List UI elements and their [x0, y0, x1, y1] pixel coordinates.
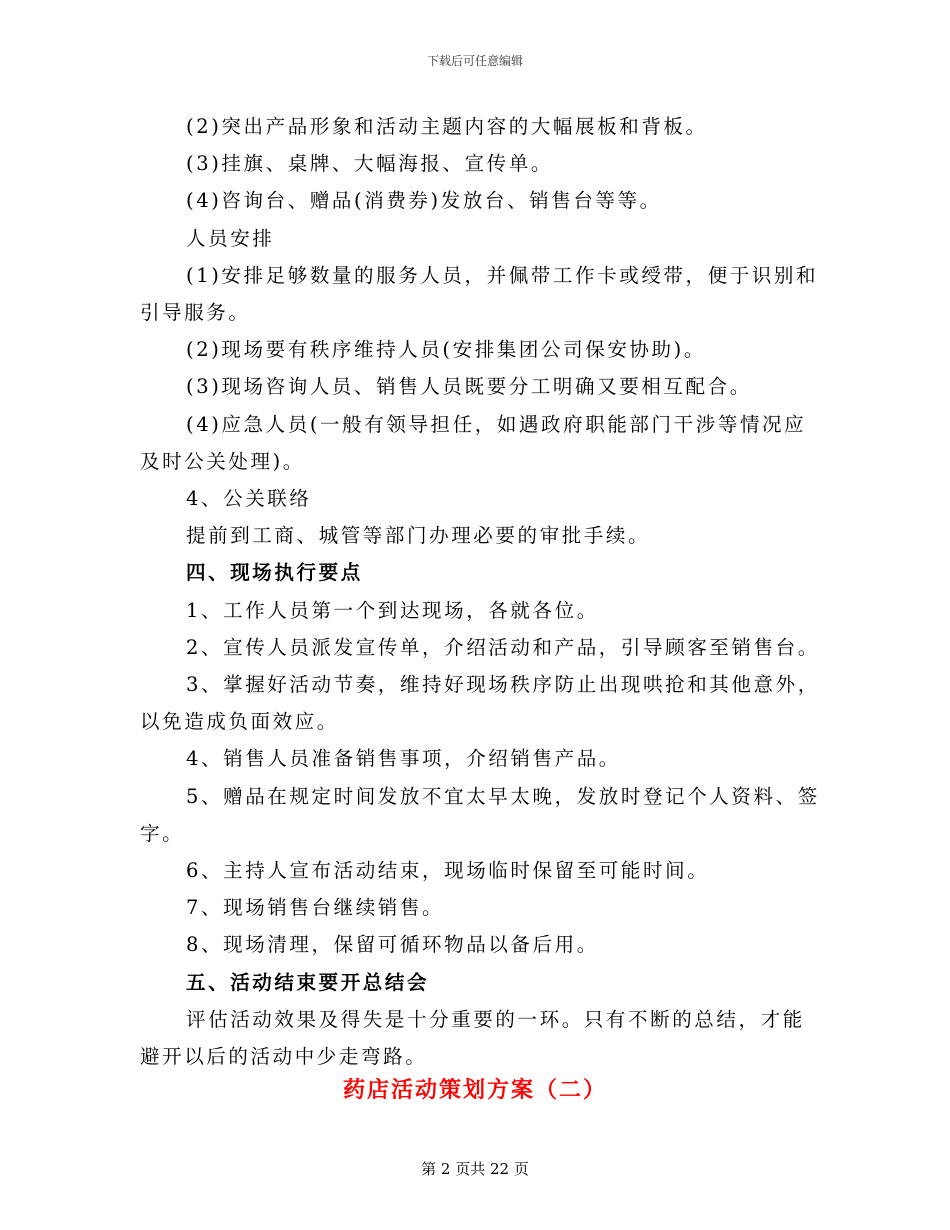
body-line: 1、工作人员第一个到达现场，各就各位。 [186, 598, 599, 622]
body-line: 7、现场销售台继续销售。 [186, 896, 445, 920]
body-line: 4、公关联络 [186, 487, 312, 511]
body-line: (4)咨询台、赠品(消费券)发放台、销售台等等。 [186, 189, 662, 213]
body-line: 以免造成负面效应。 [140, 710, 339, 734]
body-line: 引导服务。 [140, 301, 251, 325]
document-title: 药店活动策划方案（二） [342, 1077, 607, 1103]
section-label: 人员安排 [186, 226, 275, 250]
body-line: (3)挂旗、桌牌、大幅海报、宣传单。 [186, 152, 553, 176]
body-line: 评估活动效果及得失是十分重要的一环。只有不断的总结，才能 [186, 1007, 805, 1031]
body-line: 2、宣传人员派发宣传单，介绍活动和产品，引导顾客至销售台。 [186, 635, 820, 659]
body-line: 8、现场清理，保留可循环物品以备后用。 [186, 933, 599, 957]
body-line: 及时公关处理)。 [140, 449, 305, 473]
body-line: 5、赠品在规定时间发放不宜太早太晚，发放时登记个人资料、签 [186, 784, 820, 808]
body-line: 3、掌握好活动节奏，维持好现场秩序防止出现哄抢和其他意外， [186, 673, 820, 697]
body-line: (2)突出产品形象和活动主题内容的大幅展板和背板。 [186, 115, 708, 138]
body-line: 6、主持人宣布活动结束，现场临时保留至可能时间。 [186, 859, 710, 883]
page-header: 下载后可任意编辑 [426, 54, 523, 68]
body-line: 避开以后的活动中少走弯路。 [140, 1045, 428, 1069]
body-line: (2)现场要有秩序维持人员(安排集团公司保安协助)。 [186, 338, 706, 362]
section-heading: 四、现场执行要点 [186, 561, 363, 585]
section-heading: 五、活动结束要开总结会 [186, 970, 430, 994]
body-line: 字。 [140, 821, 185, 845]
body-line: 4、销售人员准备销售事项，介绍销售产品。 [186, 747, 621, 771]
body-line: 提前到工商、城管等部门办理必要的审批手续。 [186, 524, 651, 548]
body-line: (1)安排足够数量的服务人员，并佩带工作卡或绶带，便于识别和 [186, 263, 819, 287]
body-line: (3)现场咨询人员、销售人员既要分工明确又要相互配合。 [186, 375, 752, 399]
document-body [140, 108, 820, 1075]
page-footer: 第 2 页共 22 页 [421, 1160, 529, 1178]
body-line: (4)应急人员(一般有领导担任，如遇政府职能部门干涉等情况应 [186, 412, 807, 436]
